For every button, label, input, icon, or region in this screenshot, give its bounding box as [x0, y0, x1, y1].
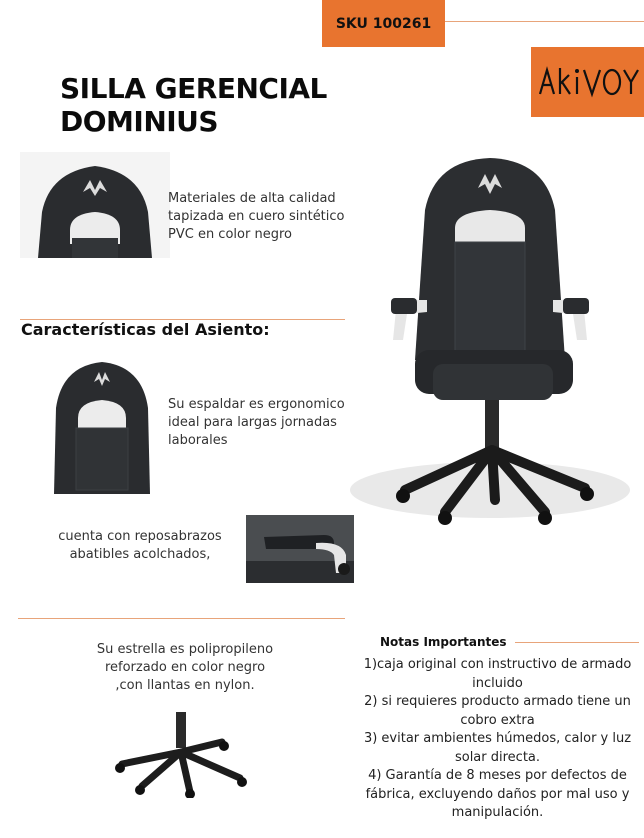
sku-badge: [322, 0, 445, 47]
armrest-line: abatibles acolchados,: [69, 547, 211, 562]
materials-text: [168, 190, 345, 244]
base-line: reforzado en color negro: [104, 660, 266, 675]
materials-line: Materiales de alta calidad: [168, 191, 336, 206]
brand-logo: [531, 47, 644, 117]
headrest-photo: [20, 152, 170, 258]
base-text: [80, 641, 290, 695]
notes-list: [355, 656, 640, 823]
backrest-line: Su espaldar es ergonomico: [168, 397, 345, 412]
materials-line: PVC en color negro: [168, 227, 292, 242]
section-divider: [18, 618, 345, 619]
armrest-text: [40, 528, 240, 564]
akivoy-logo-icon: [534, 60, 642, 104]
backrest-line: ideal para largas jornadas: [168, 415, 337, 430]
backrest-text: [168, 396, 345, 450]
notes-divider: [515, 642, 639, 643]
note-item: 4) Garantía de 8 meses por defectos de fábrica, excluyendo daños por mal uso y manipulación.: [365, 768, 630, 820]
note-item: 2) si requieres producto armado tiene un cobro extra: [364, 694, 631, 728]
main-chair-photo: [345, 150, 635, 530]
base-line: ,con llantas en nylon.: [115, 678, 255, 693]
seat-section-title: Características del Asiento:: [21, 320, 270, 339]
note-item: 1)caja original con instructivo de armado incluido: [363, 657, 632, 691]
backrest-photo: [52, 358, 152, 494]
note-item: 3) evitar ambientes húmedos, calor y luz solar directa.: [363, 731, 632, 765]
sku-text: SKU 100261: [335, 15, 432, 32]
armrest-photo: [246, 515, 354, 583]
armrest-line: cuenta con reposabrazos: [58, 529, 222, 544]
notes-title: Notas Importantes: [380, 635, 507, 649]
header-divider: [445, 21, 644, 22]
materials-line: tapizada en cuero sintético: [168, 209, 345, 224]
backrest-line: laborales: [168, 433, 228, 448]
chair-base-photo: [112, 712, 252, 798]
base-line: Su estrella es polipropileno: [96, 642, 274, 657]
page-title: SILLA GERENCIAL DOMINIUS: [60, 72, 327, 138]
